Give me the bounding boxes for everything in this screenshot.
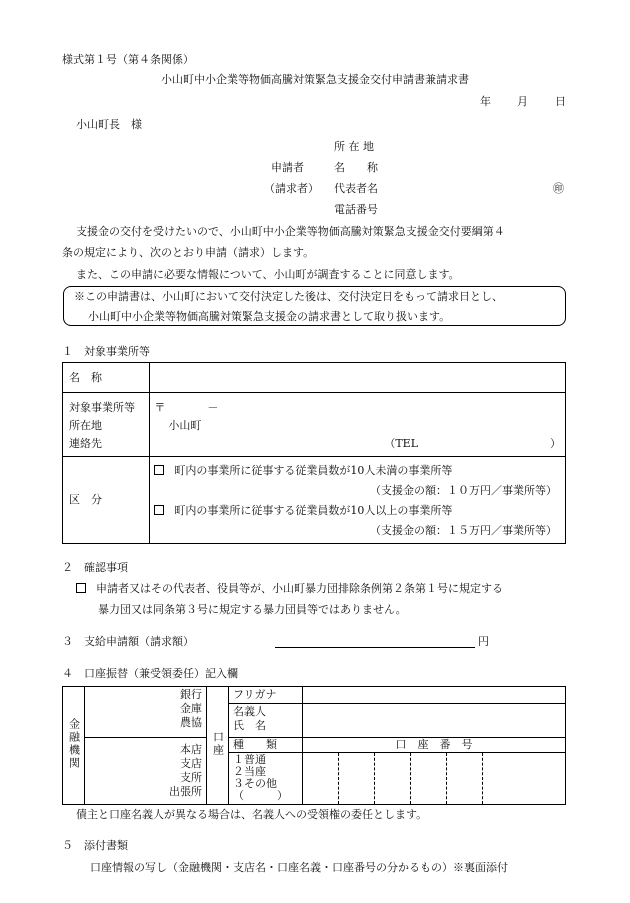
confirm-text-1: 申請者又はその代表者、役員等が、小山町暴力団排除条例第２条第１号に規定する bbox=[96, 582, 503, 595]
office-label bbox=[63, 393, 150, 457]
bank-cell[interactable] bbox=[85, 687, 207, 738]
account-digit-5[interactable] bbox=[447, 753, 483, 805]
target-office-table bbox=[62, 362, 566, 544]
option2-amount: （支援金の額：１５万円／事業所等） bbox=[370, 524, 557, 537]
form-number: 様式第１号（第４条関係） bbox=[62, 53, 194, 66]
applicant-name-label: 名 称 bbox=[334, 161, 378, 174]
option1-text: 町内の事業所に従事する従業員数が10人未満の事業所等 bbox=[174, 464, 453, 477]
amount-unit: 円 bbox=[478, 635, 489, 648]
office-label-2: 所在地 bbox=[69, 419, 102, 432]
attachment-line: 口座情報の写し（金融機関・支店名・口座名義・口座番号の分かるもの）※裏面添付 bbox=[90, 861, 508, 874]
phone-label: 電話番号 bbox=[334, 203, 378, 216]
fin-label: 金融機関 bbox=[67, 717, 81, 770]
applicant-address-label: 所 在 地 bbox=[334, 140, 374, 153]
account-label-cell bbox=[207, 687, 229, 805]
postal-dash: － bbox=[207, 401, 219, 414]
section3-heading: ３ 支給申請額（請求額） bbox=[62, 635, 194, 648]
confirm-line-1 bbox=[76, 582, 503, 596]
account-digit-2[interactable] bbox=[339, 753, 375, 805]
section4-heading: ４ 口座振替（兼受領委任）記入欄 bbox=[62, 667, 238, 680]
account-label: 口座 bbox=[211, 730, 225, 757]
holder-label-2: 氏 名 bbox=[233, 719, 266, 732]
date-day: 日 bbox=[555, 95, 566, 108]
document-title: 小山町中小企業等物価高騰対策緊急支援金交付申請書兼請求書 bbox=[161, 73, 469, 86]
name-field[interactable] bbox=[150, 363, 566, 393]
account-digit-3[interactable] bbox=[375, 753, 411, 805]
bank-type-3: 農協 bbox=[180, 716, 202, 729]
category-field bbox=[150, 457, 566, 544]
category-label: 区 分 bbox=[63, 457, 150, 544]
branch-type-4: 出張所 bbox=[169, 785, 202, 798]
type-options[interactable] bbox=[229, 753, 303, 805]
holder-field[interactable] bbox=[303, 704, 566, 738]
postal-mark: 〒 bbox=[154, 401, 166, 414]
type-option-2: ２当座 bbox=[233, 765, 266, 778]
date-year: 年 bbox=[480, 95, 491, 108]
account-digit-4[interactable] bbox=[411, 753, 447, 805]
section1-heading: １ 対象事業所等 bbox=[62, 345, 150, 358]
branch-cell[interactable] bbox=[85, 738, 207, 805]
account-digit-1[interactable] bbox=[303, 753, 339, 805]
holder-label-1: 名義人 bbox=[233, 705, 266, 718]
amount-field[interactable] bbox=[275, 632, 475, 648]
branch-type-2: 支店 bbox=[180, 757, 202, 770]
bank-account-table bbox=[62, 686, 566, 805]
section2-heading: ２ 確認事項 bbox=[62, 561, 128, 574]
fin-label-cell bbox=[63, 687, 85, 805]
option2-checkbox[interactable] bbox=[154, 505, 164, 515]
account-digit-6[interactable] bbox=[483, 753, 566, 805]
addressee: 小山町長 様 bbox=[76, 118, 142, 131]
body-paragraph-1a: 支援金の交付を受けたいので、小山町中小企業等物価高騰対策緊急支援金交付要綱第４ bbox=[76, 225, 505, 238]
note-line-2: 小山町中小企業等物価高騰対策緊急支援金の請求書として取り扱います。 bbox=[88, 310, 451, 323]
confirm-checkbox[interactable] bbox=[76, 583, 86, 593]
type-option-other: （ ） bbox=[233, 789, 288, 802]
type-option-1: １普通 bbox=[233, 753, 266, 766]
tel-label: （TEL ） bbox=[384, 437, 561, 450]
name-label: 名 称 bbox=[63, 363, 150, 393]
office-field[interactable] bbox=[150, 393, 566, 457]
furigana-label: フリガナ bbox=[229, 687, 303, 704]
furigana-field[interactable] bbox=[303, 687, 566, 704]
seal-mark: ㊞ bbox=[553, 182, 564, 195]
holder-label bbox=[229, 704, 303, 738]
office-label-3: 連絡先 bbox=[69, 437, 102, 450]
bank-note: 債主と口座名義人が異なる場合は、名義人への受領権の委任とします。 bbox=[76, 808, 428, 821]
office-label-1: 対象事業所等 bbox=[69, 401, 135, 414]
number-label: 口 座 番 号 bbox=[303, 738, 566, 753]
bank-type-1: 銀行 bbox=[180, 688, 202, 701]
option1-amount: （支援金の額：１０万円／事業所等） bbox=[370, 484, 557, 497]
town-label: 小山町 bbox=[168, 419, 202, 432]
claimant-label: （請求者） bbox=[264, 182, 319, 195]
body-paragraph-1b: 条の規定により、次のとおり申請（請求）します。 bbox=[62, 246, 315, 259]
option2-text: 町内の事業所に従事する従業員数が10人以上の事業所等 bbox=[174, 504, 453, 517]
option1-checkbox[interactable] bbox=[154, 465, 164, 475]
confirm-line-2: 暴力団又は同条第３号に規定する暴力団員等ではありません。 bbox=[98, 603, 407, 616]
representative-label: 代表者名 bbox=[334, 182, 378, 195]
type-option-3: ３その他 bbox=[233, 777, 277, 790]
date-month: 月 bbox=[517, 95, 528, 108]
branch-type-1: 本店 bbox=[180, 743, 202, 756]
type-label: 種 類 bbox=[229, 738, 303, 753]
branch-type-3: 支所 bbox=[180, 771, 202, 784]
note-line-1: ※この申請書は、小山町において交付決定した後は、交付決定日をもって請求日とし、 bbox=[74, 290, 503, 303]
bank-type-2: 金庫 bbox=[180, 702, 202, 715]
section5-heading: ５ 添付書類 bbox=[62, 839, 128, 852]
applicant-label: 申請者 bbox=[271, 161, 304, 174]
body-paragraph-2: また、この申請に必要な情報について、小山町が調査することに同意します。 bbox=[76, 268, 460, 281]
